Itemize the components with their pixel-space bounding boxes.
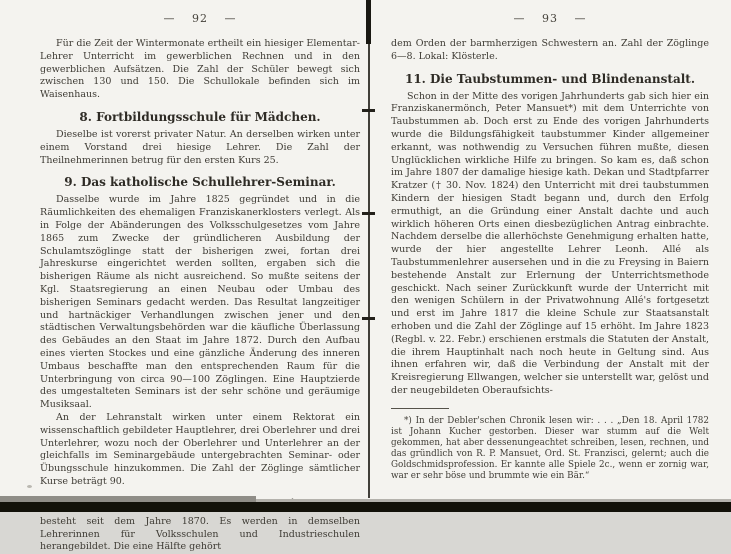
page-gutter-line	[368, 0, 370, 498]
page-number: — 92 —	[163, 12, 237, 25]
paragraph-seminar-geschichte: Dasselbe wurde im Jahre 1825 gegründet und in die Räumlichkeiten des ehemaligen Franziskanerklosters verlegt. Als in Folge der Abänderungen des Volksschulgesetzes vom Jahre 1865 zum Zwecke der gründlicheren Ausbildung der Schulamtszöglinge statt der bisherigen zwei, fortan drei Jahreskurse eingerichtet werden sollten, ergaben sich die bisherigen Räume als nicht ausreichend. So mußte seitens der Kgl. Staatsregierung an einen Neubau oder Umbau des bisherigen Seminars gedacht werden. Das Resultat langzeitiger und hartnäckiger Verhandlungen zwischen jener und den städtischen Verwaltungsbehörden war die käufliche Überlassung des Gebäudes an den Staat im Jahre 1872. Durch den Aufbau eines vierten Stockes und eine gänzliche Änderung des inneren Umbaus beschaffte man den entsprechenden Raum für die Unterbringung von circa 90—100 Zöglingen. Eine Hauptzierde des umgestalteten Seminars ist der sehr schöne und geräumige Musiksaal.	[40, 194, 360, 411]
paragraph-privatlehrerinnen: besteht seit dem Jahre 1870. Es werden in demselben Lehrerinnen für Volksschulen und Industrieschulen herangebildet. Die eine Hälfte gehört	[40, 515, 360, 553]
paragraph-taubstummenanstalt-geschichte: Schon in der Mitte des vorigen Jahrhunderts gab sich hier ein Franziskanermönch, Peter Mansuet*) mit dem Unterrichte von Taubstummen ab. Doch erst zu Ende des vorigen Jahrhunderts wurde die Bildungsfähigkeit taubstummer Kinder allgemeiner erkannt, was nothwendig zu Versuchen führen mußte, diesen Unglücklichen wirkliche Hilfe zu bringen. So kam es, daß schon im Jahre 1807 der damalige hiesige kath. Dekan und Stadtpfarrer Kratzer († 30. Nov. 1824) den Unterricht mit drei taubstummen Kindern der hiesigen Stadt begann und, durch den Erfolg ermuthigt, an die Gründung einer Anstalt dachte und auch wirklich höheren Orts einen diesbezüglichen Antrag einbrachte. Nachdem derselbe die allerhöchste Genehmigung erhalten hatte, wurde der hier angestellte Lehrer Leonh. Allé als Taubstummenlehrer ausersehen und in die zu Freysing in Baiern bestehende Anstalt zur Erlernung der Unterrichtsmethode geschickt. Nach seiner Zurückkunft wurde der Unterricht mit den wenigen Schülern in der Privatwohnung Allé's fortgesetzt und erst im Jahre 1817 die kleine Schule zur Staatsanstalt erhoben und die Zahl der Zöglinge auf 15 erhöht. Im Jahre 1823 (Regbl. v. 22. Febr.) erschienen erstmals die Statuten der Anstalt, die ihrem Hauptinhalt nach noch heute in Geltung sind. Aus ihnen erfahren wir, daß die Verbindung der Anstalt mit der Kreisregierung Ellwangen, welcher sie unterstellt war, gelöst und der neugebildeten Oberaufsichts-	[391, 90, 709, 396]
gutter-tick-mark	[362, 212, 375, 215]
paragraph-orden-schwestern: dem Orden der barmherzigen Schwestern an. Zahl der Zöglinge 6—8. Lokal: Klösterle.	[391, 38, 709, 62]
gutter-tick-mark	[362, 109, 375, 112]
paragraph-fortbildungsschule: Dieselbe ist vorerst privater Natur. An derselben wirken unter einem Vorstand drei hiesige Lehrer. Die Zahl der Theilnehmerinnen betrug für den ersten Kurs 25.	[40, 128, 360, 166]
page-gutter-top-shadow	[366, 0, 371, 44]
footnote-separator-rule	[391, 408, 449, 409]
page-93	[391, 12, 709, 482]
page-number: — 93 —	[513, 12, 587, 25]
page-92	[40, 12, 360, 554]
section-heading-8-fortbildungsschule: 8. Fortbildungsschule für Mädchen.	[79, 109, 321, 124]
scan-bottom-band	[0, 502, 731, 512]
gutter-tick-mark	[362, 317, 375, 320]
scan-speck-artifact	[27, 485, 32, 488]
paragraph-lehranstalt-personal: An der Lehranstalt wirken unter einem Rektorat ein wissenschaftlich gebildeter Hauptlehrer, drei Oberlehrer und drei Unterlehrer, wozu noch der Oberlehrer und Unterlehrer an der gleichfalls im Seminargebäude untergebrachten Seminar- oder Übungsschule hinzukommen. Die Zahl der Zöglinge sämtlicher Kurse beträgt 90.	[40, 411, 360, 487]
section-heading-9-schullehrer-seminar: 9. Das katholische Schullehrer-Seminar.	[64, 175, 336, 190]
paragraph-winter-unterricht: Für die Zeit der Wintermonate ertheilt ein hiesiger Elementar-Lehrer Unterricht im gewerblichen Rechnen und in den gewerblichen Aufsätzen. Die Zahl der Schüler bewegt sich zwischen 130 und 150. Die Schullokale befinden sich im Waisenhaus.	[40, 38, 360, 101]
footnote-debler-chronik: *) In der Debler'schen Chronik lesen wir: . . . „Den 18. April 1782 ist Johann Kucher gestorben. Dieser war stumm auf die Welt gekommen, hat aber dessenungeachtet schreiben, lesen, rechnen, und das gründlich von R. P. Mansuet, Ord. St. Franzisci, gelernt; auch die Goldschmidsprofession. Er kannte alle Spiele 2c., wenn er zornig war, war er sehr böse und brummte wie ein Bär.“	[391, 415, 709, 481]
section-heading-11-taubstummen-blindenanstalt: 11. Die Taubstummen- und Blindenanstalt.	[404, 71, 696, 86]
